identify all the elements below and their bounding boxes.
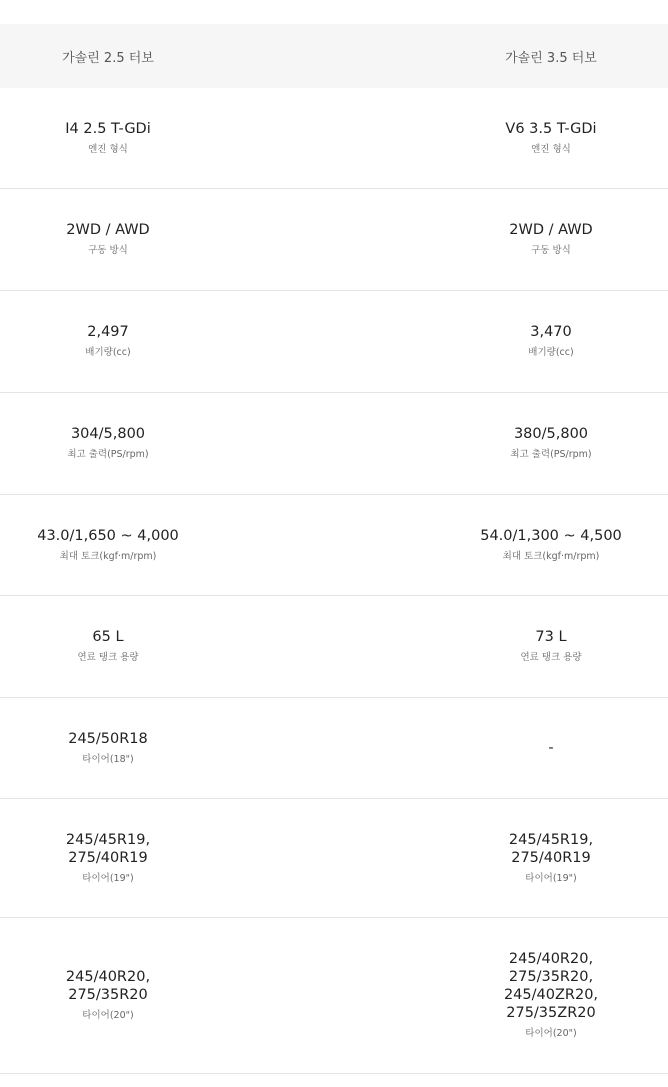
header-gasoline-2-5-turbo: 가솔린 2.5 터보 (62, 50, 154, 66)
spec-label: 타이어(19") (82, 872, 134, 884)
spec-label: 최대 토크(kgf·m/rpm) (502, 550, 600, 562)
spec-row-tire-18 (0, 698, 668, 799)
spec-cell-left (0, 495, 334, 595)
spec-label: 구동 방식 (531, 245, 571, 256)
spec-value: 380/5,800 (513, 426, 589, 442)
spec-value: 2WD / AWD (66, 222, 150, 238)
spec-row-engine-type (0, 88, 668, 189)
spec-label: 최고 출력(PS/rpm) (510, 449, 592, 460)
spec-cell-left (0, 189, 334, 290)
spec-cell-right (334, 189, 668, 290)
spec-value: 304/5,800 (70, 426, 146, 442)
spec-value: 54.0/1,300 ~ 4,500 (480, 527, 622, 544)
spec-value: 245/45R19, 275/40R19 (65, 831, 151, 866)
spec-label: 타이어(20") (525, 1028, 577, 1039)
spec-cell-right (334, 291, 668, 392)
spec-cell-left (0, 918, 334, 1073)
spec-value: 2WD / AWD (509, 222, 593, 238)
spec-row-tire-20 (0, 918, 668, 1074)
spec-value: 43.0/1,650 ~ 4,000 (37, 527, 179, 544)
spec-row-max-torque (0, 495, 668, 596)
spec-row-max-power (0, 393, 668, 495)
spec-row-fuel-tank (0, 596, 668, 698)
spec-value: I4 2.5 T-GDi (65, 120, 151, 137)
spec-value: 245/50R18 (68, 730, 148, 747)
spec-cell-right (334, 799, 668, 917)
spec-label: 구동 방식 (88, 245, 128, 256)
spec-value: 73 L (535, 629, 567, 645)
spec-cell-right (334, 698, 668, 798)
spec-label: 엔진 형식 (531, 143, 571, 155)
spec-label: 최대 토크(kgf·m/rpm) (59, 550, 157, 562)
spec-label: 연료 탱크 용량 (520, 652, 582, 663)
spec-label: 타이어(19") (525, 872, 577, 884)
spec-label: 타이어(18") (82, 753, 134, 765)
spec-label: 배기량(cc) (528, 347, 574, 358)
spec-value: 2,497 (87, 324, 129, 340)
spec-row-drive-type (0, 189, 668, 291)
spec-cell-right (334, 918, 668, 1073)
spec-value: 245/45R19, 275/40R19 (508, 831, 594, 866)
table-header (0, 24, 668, 88)
spec-cell-right (334, 393, 668, 494)
spec-label: 연료 탱크 용량 (77, 652, 139, 663)
spec-label: 엔진 형식 (88, 143, 128, 155)
spec-value: - (548, 740, 554, 756)
header-gasoline-3-5-turbo: 가솔린 3.5 터보 (505, 50, 597, 66)
spec-row-tire-19 (0, 799, 668, 918)
spec-row-displacement (0, 291, 668, 393)
spec-value: 245/40R20, 275/35R20 (65, 969, 151, 1003)
spec-label: 배기량(cc) (85, 347, 131, 358)
spec-value: 3,470 (530, 324, 572, 340)
spec-cell-left (0, 291, 334, 392)
spec-cell-right (334, 88, 668, 188)
spec-cell-left (0, 393, 334, 494)
spec-cell-left (0, 799, 334, 917)
spec-label: 타이어(20") (82, 1010, 134, 1021)
spec-value: V6 3.5 T-GDi (505, 120, 597, 137)
spec-value: 245/40R20, 275/35R20, 245/40ZR20, 275/35ZR20 (503, 951, 599, 1021)
spec-value: 65 L (92, 629, 124, 645)
spec-cell-right (334, 596, 668, 697)
spec-label: 최고 출력(PS/rpm) (67, 449, 149, 460)
spec-comparison-table (0, 24, 668, 1074)
spec-cell-left (0, 698, 334, 798)
spec-cell-right (334, 495, 668, 595)
spec-cell-left (0, 88, 334, 188)
spec-cell-left (0, 596, 334, 697)
